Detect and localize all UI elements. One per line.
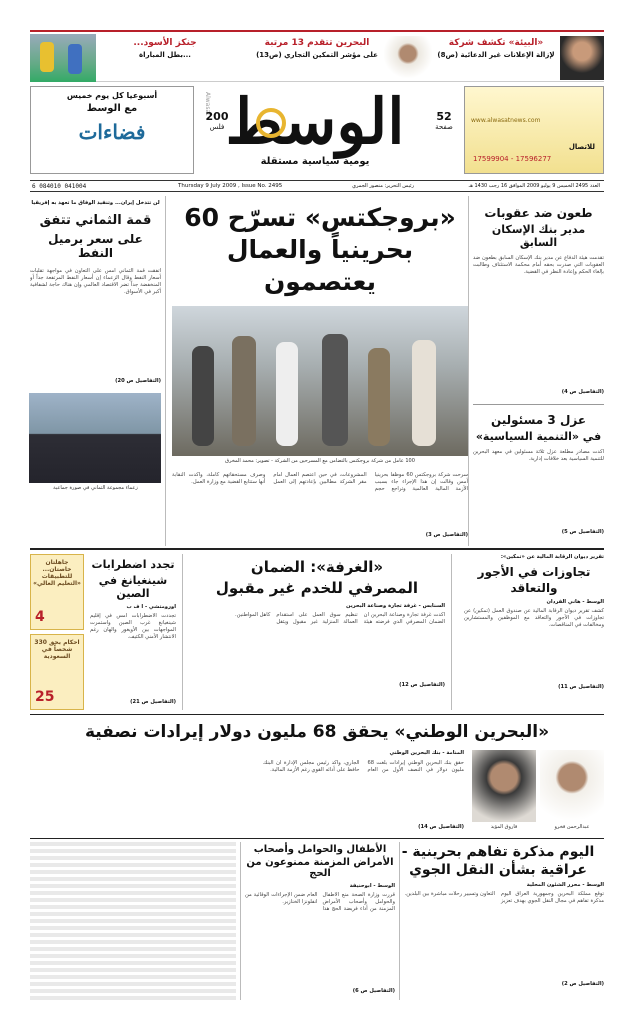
g8-caption: زعماء مجموعة الثماني في صورة جماعية [53,485,138,491]
story-title[interactable]: عراقية بشأن النقل الجوي [409,862,587,878]
promo-box[interactable] [30,634,84,710]
story-title[interactable]: قمة الثماني تتفق [39,213,152,228]
promo-item-3[interactable] [100,38,230,59]
story-body: أكدت غرفة تجارة وصناعة البحرين أن الضمان المصرفي الذي فرضته هيئة تنظيم سوق العمل على استقدام العمالة المنزلية غير مقبول ويثقل كاهل المواطنين. [234,612,445,625]
tagline: يومية سياسية مستقلة [260,156,370,167]
story-foot[interactable]: (التفاصيل ص 20) [115,378,161,384]
story-kicker: لن تتدخل إيران... وتنفيذ الوفاق ما تعهد به إفريقيا [31,200,160,206]
g8-photo [29,393,161,483]
nbb-photo-2 [472,750,536,822]
story-body: كشف تقرير ديوان الرقابة المالية عن صندوق العمل (تمكين) عن تجاوزات في الأجور والتعاقد مع الموظفين والمستشارين ومخالفات في المناقصات. [464,608,604,628]
masthead [30,86,604,178]
lead-body: سرحت شركة بروجكتس 60 موظفاً بحرينياً أمس وقالت إن هذا الإجراء جاء بسبب الأزمة المالية العالمية وتراجع حجم المشروعات، في حين اعتصم العمال أمام مقر الشركة مطالبين بإعادتهم إلى العمل وصرف مستحقاتهم كاملة، وأكدت النقابة أنها ستتابع القضية مع وزارة العمل. [172,472,468,492]
player-shape [68,44,82,74]
story-title[interactable]: طعون ضد عقوبات [484,206,593,220]
iraq-story [392,842,604,1000]
nbb-caption-2: فاروق المؤيد [490,824,518,830]
story-body: تجددت الاضطرابات أمس في إقليم شينغيانغ غرب الصين واستمرت المواجهات بين الأويغور والهان رغم الانتشار الأمني الكثيف. [90,613,176,640]
promo-sidebar [30,554,84,710]
story-body: تقدمت هيئة الدفاع عن مدير بنك الإسكان السابق بطعون ضد العقوبات التي صدرت بحقه أمام محكمة الاستئناف وطالبت بإلغاء الحكم وإعادة النظر في القضية. [473,255,604,275]
price [202,110,232,131]
story-title[interactable]: عزل 3 مسئولين [490,413,587,427]
contact-box[interactable] [464,86,604,174]
right-column [468,196,604,546]
story-foot[interactable]: (التفاصيل ص 2) [561,981,604,987]
section-rule [30,714,604,715]
story-title[interactable]: الأطفال والحوامل وأصحاب [253,844,387,855]
promo-bar [30,30,604,82]
promo-box[interactable] [30,554,84,630]
nbb-caption-1: عبدالرحمن فخرو [554,824,590,830]
story-body: اتفقت قمة الثماني أمس على التعاون في مواجهة تقلبات أسعار النفط وقال الزعماء إن أسعار النفط المرتفعة جداً أو المنخفضة جداً تضر الاقتصاد العالمي وإن هناك حاجة لشفافية أكبر في الأسواق. [30,268,161,295]
lead-foot[interactable]: (التفاصيل ص 3) [425,532,468,538]
logo-text: الوسط [225,85,405,158]
story-foot[interactable]: (التفاصيل ص 12) [399,682,445,688]
person-shape [412,340,436,446]
hajj-story [240,842,400,1000]
promo-title-1: «البيئة» تكشف شركة [448,38,544,48]
pages-count [432,110,456,131]
story-title[interactable]: مدير بنك الإسكان السابق [491,223,586,249]
person-shape [368,348,390,446]
contact-site[interactable]: www.alwasatnews.com [471,117,541,124]
promo-number: 4 [35,609,45,625]
price-num: 200 [205,110,229,123]
barcode-num: 6 084010 041004 [32,183,87,190]
story-body: حقق بنك البحرين الوطني إيرادات بلغت 68 مليون دولار في النصف الأول من العام الجاري، وأكد رئيس مجلس الإدارة أن البنك حافظ على أدائه القوي رغم الأزمة المالية. [263,760,464,773]
story-foot[interactable]: (التفاصيل ص 4) [561,389,604,395]
promo-sub-3: ...بطل المباراة [139,51,191,59]
bottom-left-filler [30,842,236,1000]
promo-number: 25 [35,689,55,705]
dateline-reg: رئيس التحرير: منصور الجمري [352,183,414,189]
china-story [86,554,180,710]
contact-label: للاتصال [568,143,595,151]
promo-title-3: جنكز الأسود... [133,38,197,48]
story-body: قررت وزارة الصحة منع الأطفال والحوامل وأصحاب الأمراض المزمنة من أداء فريضة الحج هذا العام ضمن الإجراءات الوقائية من انفلونزا الخنازير. [245,892,395,912]
story-body: توقع مملكة البحرين وجمهورية العراق اليوم مذكرة تفاهم في مجال النقل الجوي بهدف تعزيز التعاون وتسيير رحلات مباشرة بين البلدين. [404,891,604,904]
story-title[interactable]: في «التنمية السياسية» [475,430,602,443]
dateline-en: Thursday 9 July 2009 , Issue No. 2495 [178,183,283,189]
nbb-story [30,718,604,836]
promo-portrait-1 [560,36,604,80]
logo [204,86,426,176]
promo-portrait-2 [384,36,432,80]
logo-ring [256,108,286,138]
logo-en: Alwasat [204,92,211,116]
person-shape [276,342,298,446]
pages-num: 52 [436,110,452,123]
story-byline: الوسط - محرر الشئون المحلية [526,882,604,888]
story-title[interactable]: المصرفي للخدم غير مقبول [215,579,419,597]
story-title[interactable]: تجدد اضطرابات [91,558,175,571]
story-byline: الوسط - أبوحنيفة [349,883,395,889]
story-byline: الوسط - هاني الفردان [546,599,604,605]
price-label: فلس [209,123,225,131]
promo-sub-2: على مؤشر التمكين التجاري (ص13) [256,51,378,59]
contact-phones: 17599904 - 17596277 [473,155,552,163]
story-foot[interactable]: (التفاصيل ص 11) [558,684,604,690]
player-shape [40,42,54,72]
promo-sub-1: لإزالة الإعلانات غير الدعائية (ص8) [437,51,555,59]
story-foot[interactable]: (التفاصيل ص 14) [418,824,464,830]
person-shape [192,346,214,446]
divider [473,404,604,405]
section-rule [30,548,604,550]
lead-title-2[interactable]: بحرينياً والعمال يعتصمون [226,235,414,296]
story-title[interactable]: شينغيانغ في الصين [98,574,168,600]
lead-title-1[interactable]: «بروجكتس» تسرّح 60 [184,203,456,232]
person-shape [232,336,256,446]
audit-story [464,554,604,710]
story-title[interactable]: والتعاقد [510,581,558,595]
story-title[interactable]: على سعر برميل النفط [48,232,143,260]
story-foot[interactable]: (التفاصيل ص 21) [130,699,176,705]
dateline-ar: العدد 2495 الخميس 9 يوليو 2009 الموافق 16 رجب 1430 هـ [468,183,600,189]
weekly-box[interactable] [30,86,194,174]
chamber-story [182,554,452,710]
story-title[interactable]: اليوم مذكرة تفاهم بحرينية - [401,844,595,860]
filler-block [30,842,236,1000]
promo-title-2: البحرين تتقدم 13 مرتبة [264,38,370,48]
story-byline: المنامة - بنك البحرين الوطني [389,750,464,756]
promo-text: جاهلتان خاصتان... للتطبيقات «التعليم العالي» [33,559,81,587]
story-body: أكدت مصادر مطلعة عزل ثلاثة مسئولين في معهد البحرين للتنمية السياسية بعد خلافات إدارية. [473,449,604,462]
story-byline: السنابس - غرفة تجارة وصناعة البحرين [346,603,445,609]
supplement-name: فضاءات [78,120,146,144]
pages-label: صفحة [435,123,453,131]
promo-item-2[interactable] [252,38,382,59]
story-foot[interactable]: (التفاصيل ص 6) [352,988,395,994]
story-title[interactable]: تجاوزات في الأجور [477,565,591,579]
nbb-title[interactable]: «البحرين الوطني» يحقق 68 مليون دولار إيرادات نصفية [84,722,550,742]
lead-caption: 100 عامل من شركة بروجكتس بالتضامن مع المسرحين من الشركة - تصوير: محمد المخرق [225,458,415,464]
weekly-line2: مع الوسط [86,103,138,114]
weekly-line1: أسبوعيا كل يوم خميس [66,91,158,100]
left-column [30,196,166,546]
story-foot[interactable]: (التفاصيل ص 5) [561,529,604,535]
section-rule [30,838,604,839]
promo-football-photo [30,34,96,82]
dateline [30,180,604,192]
story-byline: أورومتشي - أ ف ب [126,604,176,610]
promo-text: احكام بحق 330 شخصاً في السعودية [34,639,80,660]
lead-photo [172,306,468,456]
story-title[interactable]: الأمراض المزمنة ممنوعون من الحج [246,857,394,879]
promo-item-1[interactable] [436,38,556,59]
story-title[interactable]: «الغرفة»: الضمان [250,558,384,576]
nbb-photo-1 [540,750,604,822]
person-shape [322,334,348,446]
story-kicker: تقرير ديوان الرقابة المالية عن «تمكين»: [500,554,604,560]
lead-story [172,196,468,546]
